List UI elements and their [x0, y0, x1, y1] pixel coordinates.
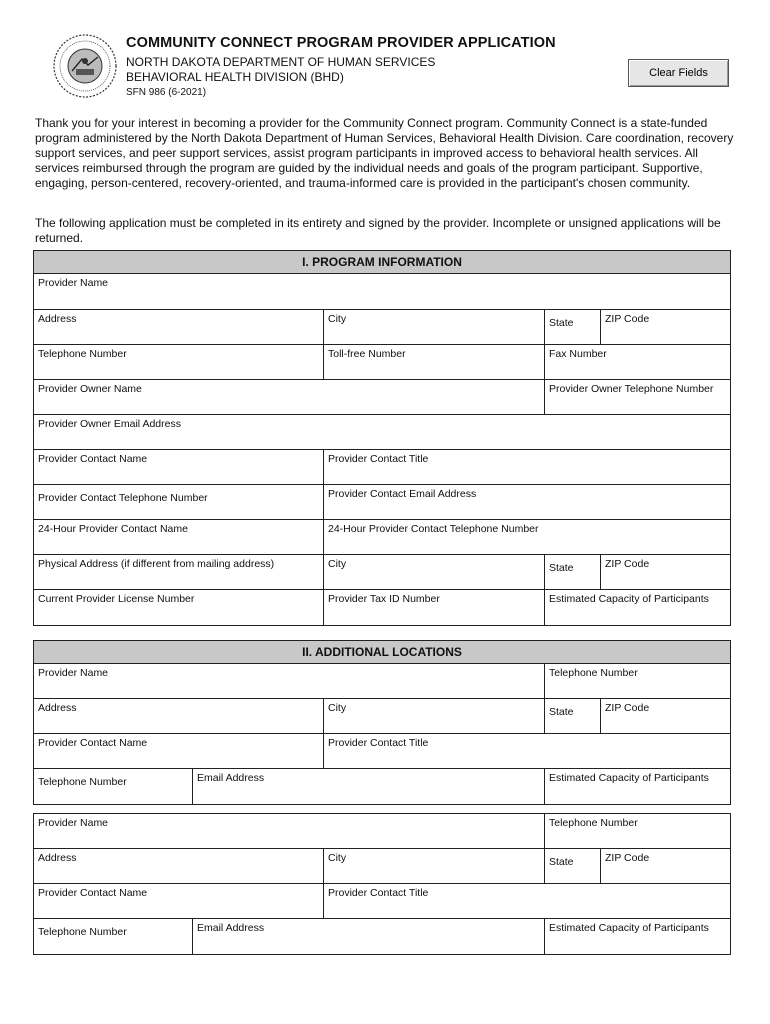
- physical-address-field[interactable]: Physical Address (if different from mailing address): [38, 558, 275, 570]
- location1-contact-title-field[interactable]: Provider Contact Title: [323, 734, 730, 768]
- location2-provider-name-field[interactable]: Provider Name: [38, 817, 109, 829]
- license-number-field[interactable]: Current Provider License Number: [38, 593, 195, 605]
- location2-capacity-field[interactable]: Estimated Capacity of Participants: [544, 919, 730, 954]
- location2-email-field[interactable]: Email Address: [192, 919, 544, 954]
- form-number: SFN 986 (6-2021): [126, 87, 207, 98]
- contact-title-field[interactable]: Provider Contact Title: [323, 450, 730, 484]
- location1-contact-name-field[interactable]: Provider Contact Name: [38, 737, 148, 749]
- instructions-paragraph: The following application must be completed in its entirety and signed by the provider. Incomplete or unsigned applications will be returned.: [35, 216, 721, 245]
- clear-fields-button[interactable]: Clear Fields: [628, 59, 729, 87]
- owner-telephone-field[interactable]: Provider Owner Telephone Number: [544, 380, 730, 414]
- capacity-field[interactable]: Estimated Capacity of Participants: [544, 590, 730, 625]
- physical-city-field[interactable]: City: [323, 555, 544, 589]
- 24hr-contact-telephone-field[interactable]: 24-Hour Provider Contact Telephone Number: [323, 520, 730, 554]
- tax-id-field[interactable]: Provider Tax ID Number: [323, 590, 544, 625]
- state-seal-icon: [52, 33, 118, 99]
- form-title: COMMUNITY CONNECT PROGRAM PROVIDER APPLICATION: [126, 35, 556, 51]
- provider-name-field[interactable]: Provider Name: [38, 277, 109, 289]
- contact-name-field[interactable]: Provider Contact Name: [38, 453, 148, 465]
- contact-telephone-field[interactable]: Provider Contact Telephone Number: [38, 492, 208, 504]
- additional-locations-section: [33, 640, 731, 805]
- location2-phone-field[interactable]: Telephone Number: [38, 926, 127, 938]
- location1-email-field[interactable]: Email Address: [192, 769, 544, 804]
- location2-contact-title-field[interactable]: Provider Contact Title: [323, 884, 730, 918]
- location1-state-field[interactable]: State: [544, 699, 600, 733]
- location1-phone-field[interactable]: Telephone Number: [38, 776, 127, 788]
- intro-paragraph: Thank you for your interest in becoming a provider for the Community Connect program. Community Connect is a state-funded program administered by the North Dakota Department of Human Services, Behavioral Health Division. Care coordination, recovery support services, and peer support services, assist program participants in improved access to behavioral health services. All services reimbursed through the program are guided by the individual needs and goals of the program participant. Supportive, engaging, person-centered, recovery-oriented, and trauma-informed care is provided in the participant's chosen community.: [35, 116, 734, 190]
- 24hr-contact-name-field[interactable]: 24-Hour Provider Contact Name: [38, 523, 188, 535]
- section-heading: II. ADDITIONAL LOCATIONS: [34, 641, 730, 664]
- location1-address-field[interactable]: Address: [38, 702, 77, 714]
- contact-email-field[interactable]: Provider Contact Email Address: [323, 485, 730, 519]
- physical-state-field[interactable]: State: [544, 555, 600, 589]
- location2-zip-field[interactable]: ZIP Code: [600, 849, 730, 883]
- location2-telephone-field[interactable]: Telephone Number: [544, 814, 730, 848]
- owner-name-field[interactable]: Provider Owner Name: [38, 383, 142, 395]
- location2-contact-name-field[interactable]: Provider Contact Name: [38, 887, 148, 899]
- telephone-field[interactable]: Telephone Number: [38, 348, 127, 360]
- additional-location-2: [33, 813, 731, 955]
- department-name: NORTH DAKOTA DEPARTMENT OF HUMAN SERVICES: [126, 55, 436, 69]
- location2-address-field[interactable]: Address: [38, 852, 77, 864]
- location2-state-field[interactable]: State: [544, 849, 600, 883]
- state-field[interactable]: State: [544, 310, 600, 344]
- location1-capacity-field[interactable]: Estimated Capacity of Participants: [544, 769, 730, 804]
- city-field[interactable]: City: [323, 310, 544, 344]
- location2-city-field[interactable]: City: [323, 849, 544, 883]
- location1-provider-name-field[interactable]: Provider Name: [38, 667, 109, 679]
- location1-telephone-field[interactable]: Telephone Number: [544, 664, 730, 698]
- physical-zip-field[interactable]: ZIP Code: [600, 555, 730, 589]
- toll-free-field[interactable]: Toll-free Number: [323, 345, 544, 379]
- zip-code-field[interactable]: ZIP Code: [600, 310, 730, 344]
- program-information-section: [33, 250, 731, 626]
- section-heading: I. PROGRAM INFORMATION: [34, 251, 730, 274]
- owner-email-field[interactable]: Provider Owner Email Address: [38, 418, 181, 430]
- location1-city-field[interactable]: City: [323, 699, 544, 733]
- division-name: BEHAVIORAL HEALTH DIVISION (BHD): [126, 70, 344, 84]
- fax-field[interactable]: Fax Number: [544, 345, 730, 379]
- location1-zip-field[interactable]: ZIP Code: [600, 699, 730, 733]
- address-field[interactable]: Address: [38, 313, 77, 325]
